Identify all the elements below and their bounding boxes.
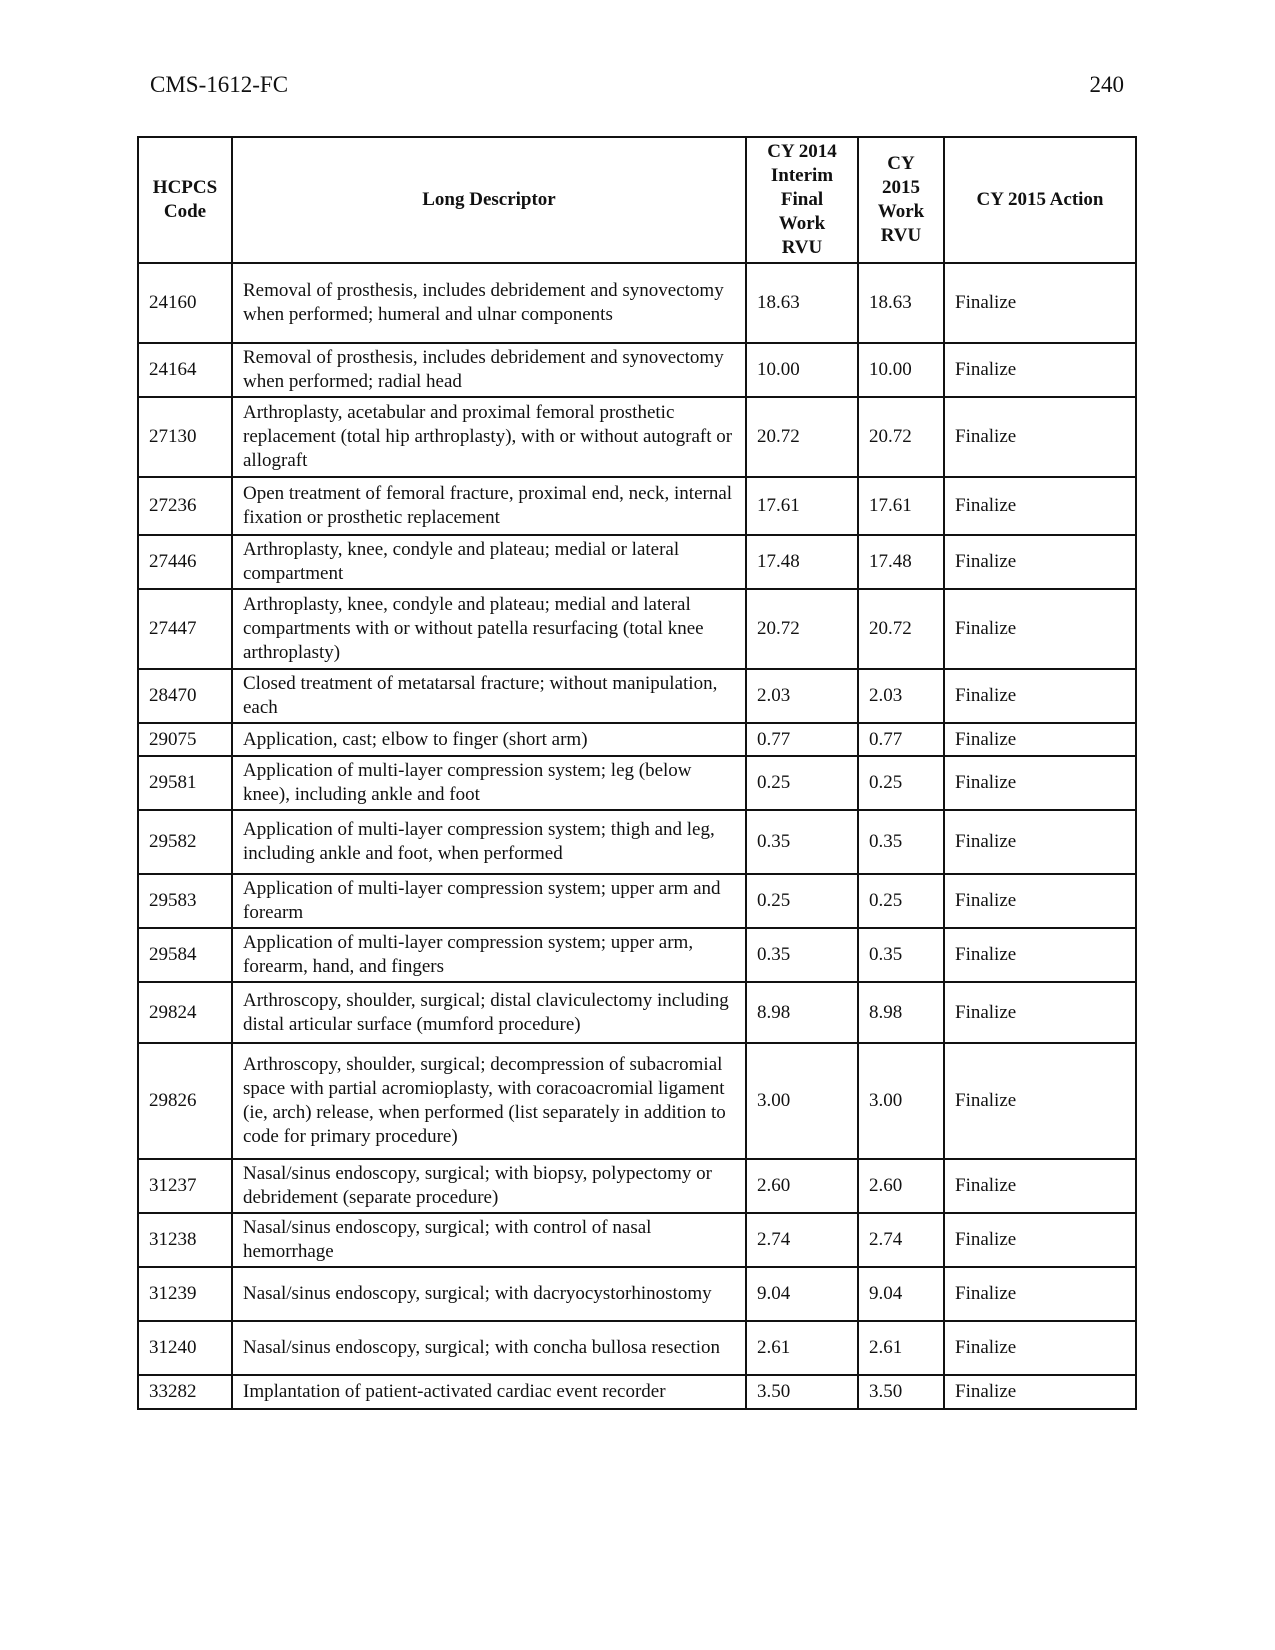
long-descriptor-cell: Arthroplasty, knee, condyle and plateau; medial or lateral compartment bbox=[232, 535, 746, 589]
hcpcs-code-cell: 27236 bbox=[138, 477, 232, 535]
table-row bbox=[138, 1375, 1136, 1409]
long-descriptor-cell: Application of multi-layer compression system; upper arm, forearm, hand, and fingers bbox=[232, 928, 746, 982]
table-row bbox=[138, 343, 1136, 397]
action-cell: Finalize bbox=[944, 810, 1136, 874]
long-descriptor-cell: Closed treatment of metatarsal fracture; without manipulation, each bbox=[232, 669, 746, 723]
page-number: 240 bbox=[1089, 72, 1124, 97]
cy2014-rvu-cell: 3.00 bbox=[746, 1043, 858, 1159]
table-header-row bbox=[138, 137, 1136, 263]
table-row bbox=[138, 982, 1136, 1043]
table-row bbox=[138, 669, 1136, 723]
hcpcs-code-cell: 31239 bbox=[138, 1267, 232, 1321]
hcpcs-code-cell: 33282 bbox=[138, 1375, 232, 1409]
long-descriptor-cell: Arthroplasty, acetabular and proximal femoral prosthetic replacement (total hip arthroplasty), with or without autograft or allograft bbox=[232, 397, 746, 477]
hcpcs-code-cell: 27446 bbox=[138, 535, 232, 589]
table-row bbox=[138, 874, 1136, 928]
table-row bbox=[138, 723, 1136, 756]
cy2014-rvu-cell: 0.35 bbox=[746, 928, 858, 982]
table-row bbox=[138, 263, 1136, 343]
long-descriptor-cell: Removal of prosthesis, includes debridement and synovectomy when performed; humeral and ulnar components bbox=[232, 263, 746, 343]
action-cell: Finalize bbox=[944, 589, 1136, 669]
col-header-cy2014-interim-rvu: CY 2014 Interim Final Work RVU bbox=[746, 137, 858, 263]
long-descriptor-cell: Arthroscopy, shoulder, surgical; distal claviculectomy including distal articular surface (mumford procedure) bbox=[232, 982, 746, 1043]
table-row bbox=[138, 589, 1136, 669]
long-descriptor-cell: Nasal/sinus endoscopy, surgical; with control of nasal hemorrhage bbox=[232, 1213, 746, 1267]
hcpcs-code-cell: 29826 bbox=[138, 1043, 232, 1159]
action-cell: Finalize bbox=[944, 477, 1136, 535]
long-descriptor-cell: Arthroplasty, knee, condyle and plateau; medial and lateral compartments with or without patella resurfacing (total knee arthroplasty) bbox=[232, 589, 746, 669]
col-header-hcpcs-code: HCPCS Code bbox=[138, 137, 232, 263]
action-cell: Finalize bbox=[944, 535, 1136, 589]
table-body bbox=[138, 263, 1136, 1409]
table-row bbox=[138, 1213, 1136, 1267]
cy2015-rvu-cell: 20.72 bbox=[858, 397, 944, 477]
hcpcs-code-cell: 29584 bbox=[138, 928, 232, 982]
table-row bbox=[138, 928, 1136, 982]
hcpcs-code-cell: 29581 bbox=[138, 756, 232, 810]
action-cell: Finalize bbox=[944, 723, 1136, 756]
action-cell: Finalize bbox=[944, 1159, 1136, 1213]
cy2014-rvu-cell: 2.60 bbox=[746, 1159, 858, 1213]
cy2015-rvu-cell: 3.00 bbox=[858, 1043, 944, 1159]
cy2014-rvu-cell: 0.25 bbox=[746, 874, 858, 928]
long-descriptor-cell: Application of multi-layer compression system; upper arm and forearm bbox=[232, 874, 746, 928]
cy2015-rvu-cell: 17.61 bbox=[858, 477, 944, 535]
cy2015-rvu-cell: 0.77 bbox=[858, 723, 944, 756]
long-descriptor-cell: Application of multi-layer compression system; leg (below knee), including ankle and foot bbox=[232, 756, 746, 810]
hcpcs-code-cell: 27447 bbox=[138, 589, 232, 669]
cy2014-rvu-cell: 2.74 bbox=[746, 1213, 858, 1267]
long-descriptor-cell: Nasal/sinus endoscopy, surgical; with dacryocystorhinostomy bbox=[232, 1267, 746, 1321]
table-row bbox=[138, 1159, 1136, 1213]
hcpcs-code-cell: 31238 bbox=[138, 1213, 232, 1267]
cy2015-rvu-cell: 2.03 bbox=[858, 669, 944, 723]
cy2014-rvu-cell: 8.98 bbox=[746, 982, 858, 1043]
cy2015-rvu-cell: 2.60 bbox=[858, 1159, 944, 1213]
action-cell: Finalize bbox=[944, 928, 1136, 982]
hcpcs-code-cell: 29075 bbox=[138, 723, 232, 756]
document-id: CMS-1612-FC bbox=[150, 72, 289, 97]
cy2014-rvu-cell: 20.72 bbox=[746, 397, 858, 477]
cy2014-rvu-cell: 0.77 bbox=[746, 723, 858, 756]
cy2015-rvu-cell: 0.25 bbox=[858, 756, 944, 810]
hcpcs-code-cell: 27130 bbox=[138, 397, 232, 477]
long-descriptor-cell: Application of multi-layer compression system; thigh and leg, including ankle and foot, when performed bbox=[232, 810, 746, 874]
hcpcs-code-cell: 24160 bbox=[138, 263, 232, 343]
action-cell: Finalize bbox=[944, 982, 1136, 1043]
cy2014-rvu-cell: 17.61 bbox=[746, 477, 858, 535]
hcpcs-code-cell: 29583 bbox=[138, 874, 232, 928]
action-cell: Finalize bbox=[944, 1321, 1136, 1375]
cy2014-rvu-cell: 9.04 bbox=[746, 1267, 858, 1321]
table-row bbox=[138, 1267, 1136, 1321]
cy2014-rvu-cell: 18.63 bbox=[746, 263, 858, 343]
action-cell: Finalize bbox=[944, 1267, 1136, 1321]
hcpcs-code-cell: 31240 bbox=[138, 1321, 232, 1375]
cy2015-rvu-cell: 10.00 bbox=[858, 343, 944, 397]
col-header-cy2015-action: CY 2015 Action bbox=[944, 137, 1136, 263]
action-cell: Finalize bbox=[944, 343, 1136, 397]
cy2015-rvu-cell: 20.72 bbox=[858, 589, 944, 669]
cy2014-rvu-cell: 0.35 bbox=[746, 810, 858, 874]
cy2015-rvu-cell: 9.04 bbox=[858, 1267, 944, 1321]
table-row bbox=[138, 397, 1136, 477]
cy2014-rvu-cell: 2.61 bbox=[746, 1321, 858, 1375]
long-descriptor-cell: Implantation of patient-activated cardiac event recorder bbox=[232, 1375, 746, 1409]
action-cell: Finalize bbox=[944, 1375, 1136, 1409]
table-row bbox=[138, 477, 1136, 535]
cy2015-rvu-cell: 8.98 bbox=[858, 982, 944, 1043]
cy2015-rvu-cell: 2.74 bbox=[858, 1213, 944, 1267]
cy2014-rvu-cell: 2.03 bbox=[746, 669, 858, 723]
action-cell: Finalize bbox=[944, 669, 1136, 723]
action-cell: Finalize bbox=[944, 263, 1136, 343]
long-descriptor-cell: Arthroscopy, shoulder, surgical; decompression of subacromial space with partial acromioplasty, with coracoacromial ligament (ie, arch) release, when performed (list separately in addition to code for primary procedure) bbox=[232, 1043, 746, 1159]
long-descriptor-cell: Nasal/sinus endoscopy, surgical; with biopsy, polypectomy or debridement (separate procedure) bbox=[232, 1159, 746, 1213]
action-cell: Finalize bbox=[944, 874, 1136, 928]
cy2015-rvu-cell: 0.35 bbox=[858, 810, 944, 874]
action-cell: Finalize bbox=[944, 397, 1136, 477]
hcpcs-code-cell: 31237 bbox=[138, 1159, 232, 1213]
hcpcs-code-cell: 29824 bbox=[138, 982, 232, 1043]
table-row bbox=[138, 1043, 1136, 1159]
cy2015-rvu-cell: 0.35 bbox=[858, 928, 944, 982]
action-cell: Finalize bbox=[944, 756, 1136, 810]
col-header-long-descriptor: Long Descriptor bbox=[232, 137, 746, 263]
cy2014-rvu-cell: 17.48 bbox=[746, 535, 858, 589]
table-row bbox=[138, 756, 1136, 810]
table-row bbox=[138, 1321, 1136, 1375]
cy2015-rvu-cell: 2.61 bbox=[858, 1321, 944, 1375]
table-row bbox=[138, 535, 1136, 589]
cy2015-rvu-cell: 17.48 bbox=[858, 535, 944, 589]
long-descriptor-cell: Nasal/sinus endoscopy, surgical; with concha bullosa resection bbox=[232, 1321, 746, 1375]
cy2014-rvu-cell: 10.00 bbox=[746, 343, 858, 397]
hcpcs-code-cell: 29582 bbox=[138, 810, 232, 874]
cy2015-rvu-cell: 3.50 bbox=[858, 1375, 944, 1409]
cy2015-rvu-cell: 18.63 bbox=[858, 263, 944, 343]
long-descriptor-cell: Open treatment of femoral fracture, proximal end, neck, internal fixation or prosthetic replacement bbox=[232, 477, 746, 535]
cy2014-rvu-cell: 0.25 bbox=[746, 756, 858, 810]
table-row bbox=[138, 810, 1136, 874]
hcpcs-code-cell: 28470 bbox=[138, 669, 232, 723]
hcpcs-code-cell: 24164 bbox=[138, 343, 232, 397]
action-cell: Finalize bbox=[944, 1213, 1136, 1267]
cy2014-rvu-cell: 3.50 bbox=[746, 1375, 858, 1409]
rvu-table bbox=[137, 136, 1137, 1410]
cy2014-rvu-cell: 20.72 bbox=[746, 589, 858, 669]
col-header-cy2015-work-rvu: CY 2015 Work RVU bbox=[858, 137, 944, 263]
action-cell: Finalize bbox=[944, 1043, 1136, 1159]
long-descriptor-cell: Application, cast; elbow to finger (short arm) bbox=[232, 723, 746, 756]
cy2015-rvu-cell: 0.25 bbox=[858, 874, 944, 928]
long-descriptor-cell: Removal of prosthesis, includes debridement and synovectomy when performed; radial head bbox=[232, 343, 746, 397]
